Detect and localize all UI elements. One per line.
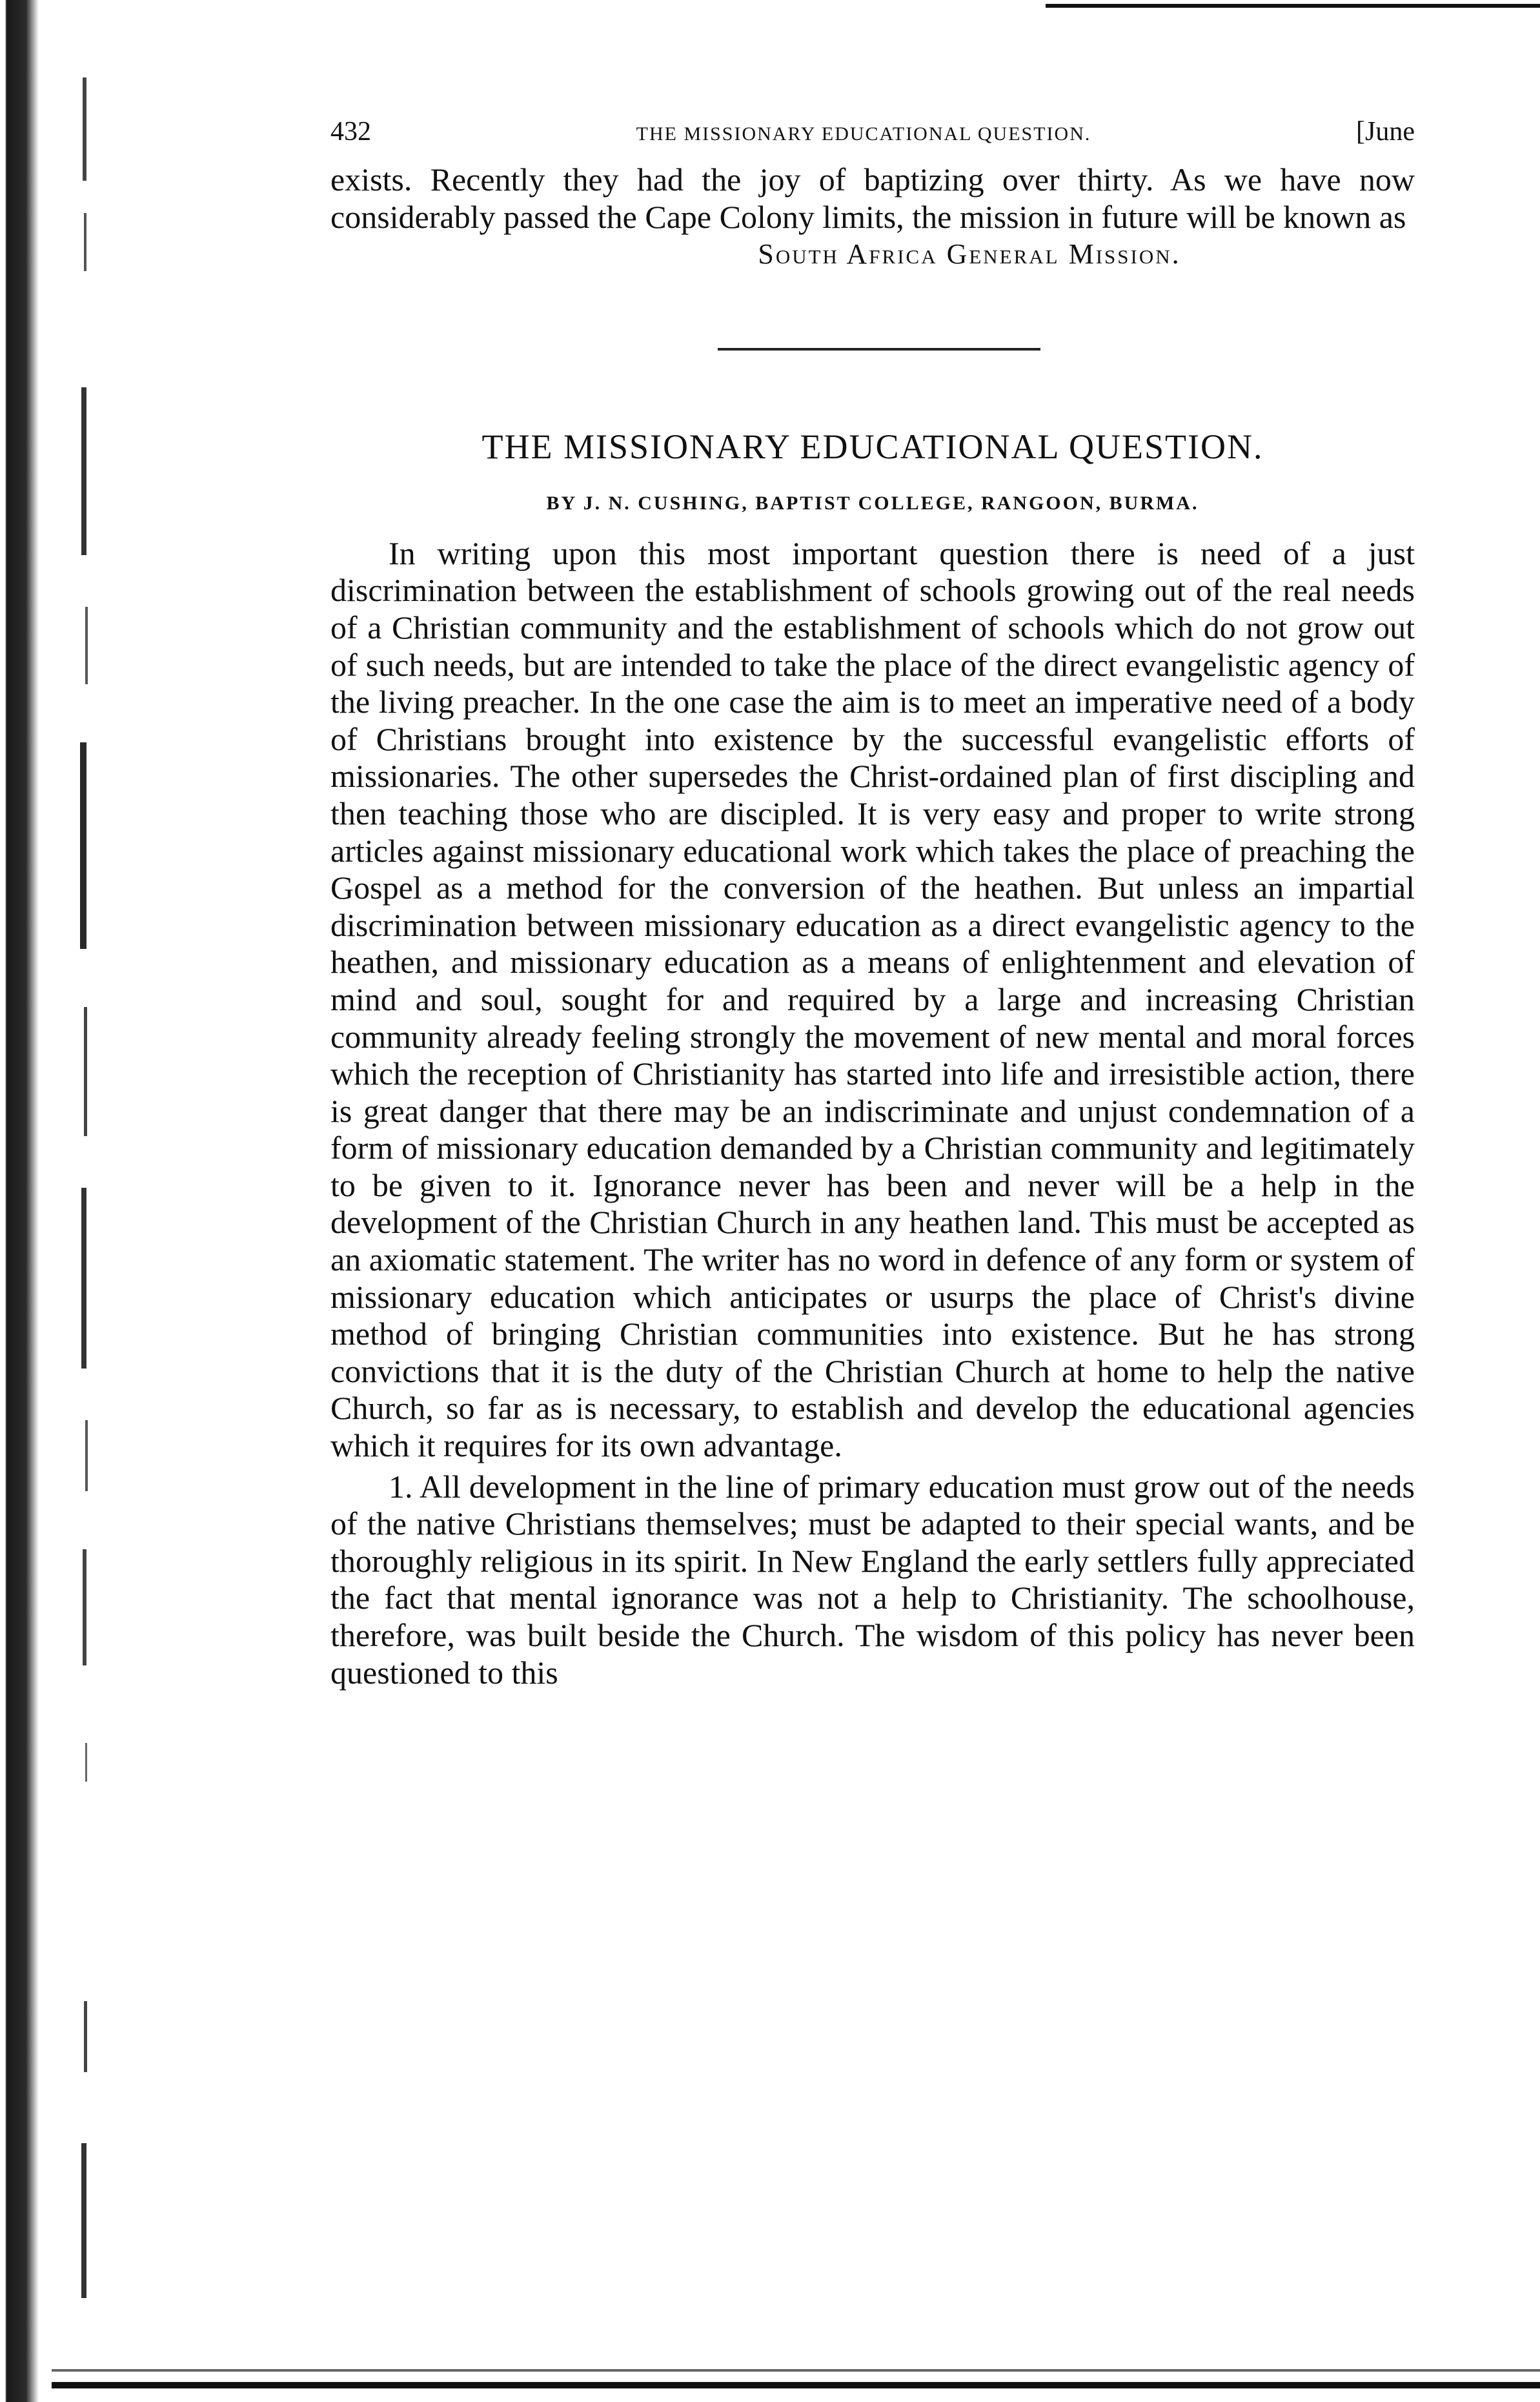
article-title: THE MISSIONARY EDUCATIONAL QUESTION. bbox=[481, 427, 1264, 466]
scan-border-top bbox=[1046, 4, 1540, 8]
previous-article-ending: exists. Recently they had the joy of baptizing over thirty. As we have now considerably passed the Cape Colony limits, the mission in future will be known as bbox=[330, 161, 1415, 235]
article-byline: BY J. N. CUSHING, BAPTIST COLLEGE, RANGOON, BURMA. bbox=[546, 492, 1199, 514]
running-head bbox=[330, 116, 1415, 161]
scan-border-bottom-thin bbox=[52, 2369, 1540, 2372]
issue-month: [June bbox=[1356, 117, 1415, 147]
page-content bbox=[330, 116, 1415, 1691]
scan-border-bottom bbox=[52, 2382, 1540, 2388]
running-title: THE MISSIONARY EDUCATIONAL QUESTION. bbox=[636, 123, 1091, 145]
scan-binding-edge bbox=[0, 0, 39, 2402]
article-paragraph-2: 1. All development in the line of primary education must grow out of the needs of the native Christians themselves; must be adapted to their special wants, and be thoroughly religious in its spirit. In New England the early settlers fully appreciated the fact that mental ignorance was not a help to Christianity. The schoolhouse, therefore, was built beside the Church. The wisdom of this policy has never been questioned to this bbox=[330, 1468, 1415, 1691]
section-divider bbox=[718, 348, 1040, 351]
scan-binding-marks bbox=[65, 0, 103, 2402]
mission-name: South Africa General Mission. bbox=[758, 238, 1181, 270]
article-paragraph-1: In writing upon this most important question there is need of a just discrimination between the establishment of schools growing out of the real needs of a Christian community and the establishment of schools which do not grow out of such needs, but are intended to take the place of the direct evangelistic agency of the living preacher. In the one case the aim is to meet an imperative need of a body of Christians brought into existence by the successful evangelistic efforts of missionaries. The other supersedes the Christ-ordained plan of first discipling and then teaching those who are discipled. It is very easy and proper to write strong articles against missionary educational work which takes the place of preaching the Gospel as a method for the conversion of the heathen. But unless an impartial discrimination between missionary education as a direct evangelistic agency to the heathen, and missionary education as a means of enlightenment and elevation of mind and soul, sought for and required by a large and increasing Christian community already feeling strongly the movement of new mental and moral forces which the reception of Christianity has started into life and irresistible action, there is great danger that there may be an indiscriminate and unjust condemnation of a form of missionary education demanded by a Christian community and legitimately to be given to it. Ignorance never has been and never will be a help in the development of the Christian Church in any heathen land. This must be accepted as an axiomatic statement. The writer has no word in defence of any form or system of missionary education which anticipates or usurps the place of Christ's divine method of bringing Christian communities into existence. But he has strong convictions that it is the duty of the Christian Church at home to help the native Church, so far as is necessary, to establish and develop the educational agencies which it requires for its own advantage. bbox=[330, 534, 1415, 1464]
page-number: 432 bbox=[330, 117, 371, 147]
